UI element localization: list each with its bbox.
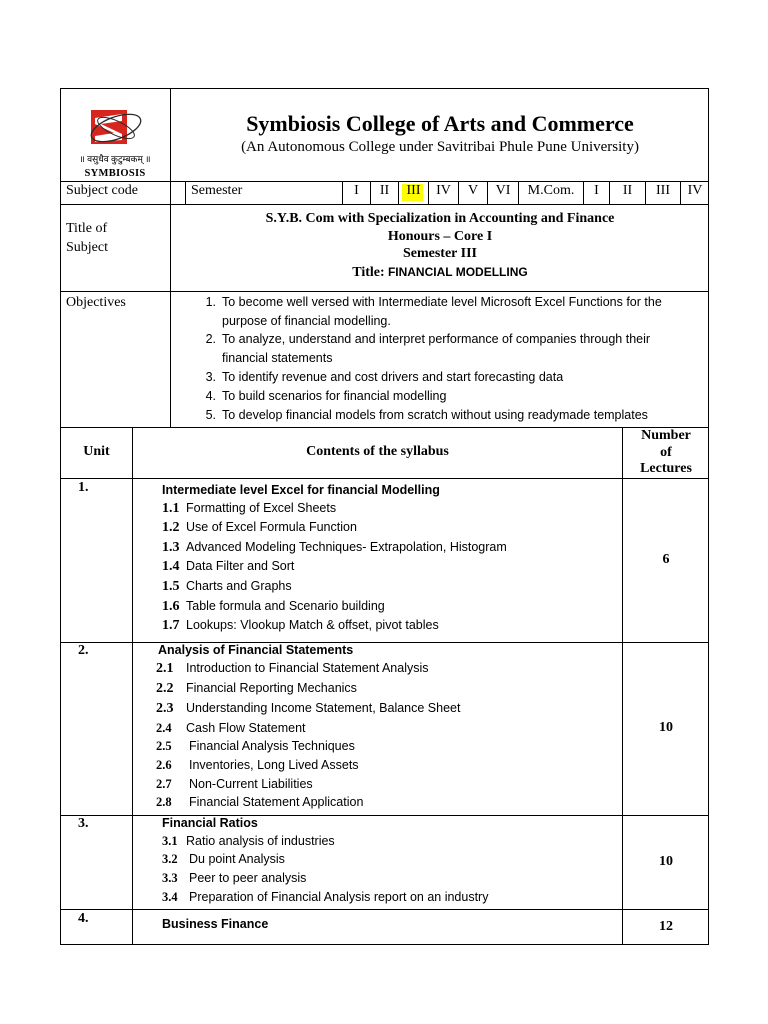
unit-item	[162, 520, 357, 536]
objective-number: 5.	[205, 408, 216, 422]
unit-item-text: Financial Analysis Techniques	[189, 739, 355, 753]
unit-item-number: 2.1	[156, 661, 174, 676]
objective-number: 3.	[205, 370, 216, 384]
unit-item-number: 1.6	[162, 599, 180, 614]
unit-item	[156, 701, 460, 717]
semester-option-6: VI	[495, 183, 511, 198]
semester-option-2: II	[379, 183, 390, 198]
unit-item-number: 1.3	[162, 540, 180, 555]
semester-option-5: V	[467, 183, 479, 198]
mcom-semester-4: IV	[687, 183, 703, 198]
unit-item-text: Use of Excel Formula Function	[186, 520, 357, 534]
grid-line	[132, 427, 133, 945]
unit-item-text: Inventories, Long Lived Assets	[189, 758, 359, 772]
grid-line	[60, 181, 709, 182]
unit-item-number: 1.1	[162, 501, 180, 516]
college-name: Symbiosis College of Arts and Commerce	[246, 111, 634, 136]
unit-item-number: 2.8	[156, 795, 172, 809]
objective-text: To build scenarios for financial modelling	[222, 389, 447, 403]
unit-lectures: 10	[659, 854, 673, 869]
unit-item	[162, 540, 507, 556]
objective-number: 4.	[205, 389, 216, 403]
unit-item	[156, 681, 357, 697]
objective-text: purpose of financial modelling.	[222, 314, 391, 328]
title-line3: Semester III	[402, 246, 477, 261]
unit-item-text: Charts and Graphs	[186, 579, 292, 593]
contents-header: Contents of the syllabus	[306, 444, 449, 459]
unit-item-number: 1.4	[162, 559, 180, 574]
unit-item	[162, 618, 439, 634]
semester-option-4: IV	[436, 183, 451, 198]
unit-item	[156, 795, 363, 810]
unit-item-number: 1.2	[162, 520, 180, 535]
unit-item-text: Du point Analysis	[189, 852, 285, 866]
unit-item-text: Peer to peer analysis	[189, 871, 307, 885]
mcom-semester-1: I	[594, 183, 599, 198]
unit-number: 1.	[78, 480, 89, 495]
unit-item-text: Financial Reporting Mechanics	[186, 681, 357, 695]
unit-title: Business Finance	[162, 917, 269, 931]
unit-lectures: 10	[659, 720, 673, 735]
objective-number: 2.	[205, 332, 216, 346]
logo-text: SYMBIOSIS	[84, 168, 146, 179]
unit-item-number: 2.6	[156, 758, 172, 772]
unit-item-number: 2.3	[156, 701, 174, 716]
objective-text: To analyze, understand and interpret performance of companies through their	[222, 332, 651, 346]
grid-line	[60, 909, 709, 910]
unit-item-text: Preparation of Financial Analysis report on an industry	[189, 890, 489, 904]
objective-text: To identify revenue and cost drivers and start forecasting data	[222, 370, 564, 384]
objectives-label: Objectives	[66, 295, 126, 310]
unit-lectures: 6	[662, 552, 670, 567]
semester-option-3: III	[406, 183, 421, 198]
objective-number: 1.	[205, 295, 216, 309]
mcom-semester-3: III	[656, 183, 670, 198]
objective-text: financial statements	[222, 351, 333, 365]
unit-item-text: Financial Statement Application	[189, 795, 364, 809]
lectures-header-line2: of	[660, 445, 672, 460]
title-label-line2: Subject	[66, 240, 108, 255]
unit-item-number: 3.3	[162, 871, 178, 885]
unit-item-number: 2.4	[156, 721, 172, 735]
unit-item	[162, 871, 306, 886]
unit-title: Analysis of Financial Statements	[158, 643, 354, 657]
grid-line	[60, 478, 709, 479]
unit-item	[156, 758, 359, 773]
college-subtitle: (An Autonomous College under Savitribai Phule Pune University)	[241, 139, 639, 155]
unit-item	[162, 599, 385, 615]
unit-item	[162, 852, 285, 867]
unit-item	[156, 739, 355, 754]
unit-item-number: 2.7	[156, 777, 172, 791]
unit-item-number: 1.5	[162, 579, 180, 594]
unit-number: 3.	[78, 816, 89, 831]
grid-line	[60, 815, 709, 816]
unit-item	[162, 579, 292, 595]
semester-label: Semester	[191, 183, 243, 198]
unit-title: Intermediate level Excel for financial Modelling	[162, 483, 440, 497]
unit-item	[156, 661, 429, 677]
subject-code-label: Subject code	[66, 183, 138, 198]
subject-title-prefix: Title:	[352, 265, 385, 280]
lectures-header-line3: Lectures	[640, 461, 692, 476]
unit-item-text: Non-Current Liabilities	[189, 777, 313, 791]
unit-header: Unit	[83, 444, 110, 459]
unit-item	[162, 559, 294, 575]
objective-text: To become well versed with Intermediate level Microsoft Excel Functions for the	[222, 295, 662, 309]
unit-item	[162, 890, 488, 905]
unit-title: Financial Ratios	[162, 816, 258, 830]
unit-item-number: 3.4	[162, 890, 178, 904]
grid-line	[185, 181, 186, 204]
unit-item-text: Understanding Income Statement, Balance Sheet	[186, 701, 461, 715]
unit-item	[156, 721, 306, 736]
title-line1: S.Y.B. Com with Specialization in Accounting and Finance	[265, 211, 615, 226]
unit-item-text: Introduction to Financial Statement Analysis	[186, 661, 429, 675]
grid-line	[60, 291, 709, 292]
college-logo	[64, 94, 166, 180]
mcom-semester-2: II	[622, 183, 633, 198]
unit-item-number: 3.1	[162, 834, 178, 848]
subject-title	[171, 264, 709, 281]
unit-item-text: Advanced Modeling Techniques- Extrapolation, Histogram	[186, 540, 507, 554]
grid-line	[60, 204, 709, 205]
program-label: M.Com.	[527, 183, 575, 198]
unit-item-text: Table formula and Scenario building	[186, 599, 385, 613]
unit-item	[162, 834, 335, 849]
unit-item	[156, 777, 313, 792]
lectures-header-line1: Number	[641, 428, 691, 443]
logo-motto: ॥ वसुधैव कुटुम्बकम् ॥	[79, 154, 151, 164]
unit-item-text: Lookups: Vlookup Match & offset, pivot tables	[186, 618, 439, 632]
unit-item	[162, 501, 336, 517]
unit-item-number: 3.2	[162, 852, 178, 866]
unit-item-text: Data Filter and Sort	[186, 559, 295, 573]
title-line2: Honours – Core I	[387, 229, 493, 244]
unit-item-text: Formatting of Excel Sheets	[186, 501, 337, 515]
unit-item-text: Cash Flow Statement	[186, 721, 306, 735]
unit-item-number: 2.2	[156, 681, 174, 696]
subject-title-value: FINANCIAL MODELLING	[387, 265, 528, 279]
unit-number: 2.	[78, 643, 89, 658]
unit-number: 4.	[78, 911, 89, 926]
unit-item-number: 2.5	[156, 739, 172, 753]
objective-text: To develop financial models from scratch without using readymade templates	[222, 408, 648, 422]
unit-lectures: 12	[659, 919, 673, 934]
semester-option-1: I	[354, 183, 359, 198]
title-label-line1: Title of	[66, 221, 108, 236]
unit-item-text: Ratio analysis of industries	[186, 834, 335, 848]
unit-item-number: 1.7	[162, 618, 180, 633]
